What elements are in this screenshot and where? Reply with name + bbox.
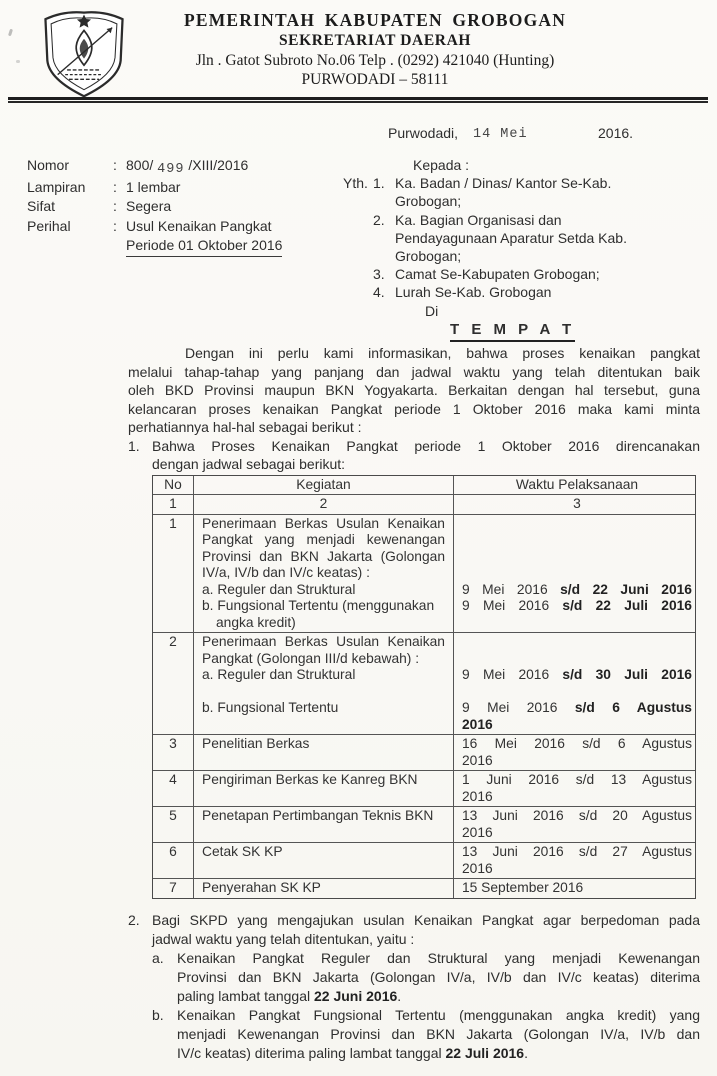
table-row-3: 3 Penelitian Berkas 16 Mei 2016 s/d 6 Agustus 2016 — [153, 735, 695, 771]
perihal-value: Usul Kenaikan Pangkat Periode 01 Oktober 2016 — [126, 217, 337, 257]
recipient-item: 2. Ka. Bagian Organisasi dan Pendayagunaan Aparatur Setda Kab. Grobogan; — [373, 211, 627, 265]
row1-date-a: 9 Mei 2016 s/d 22 Juni 2016 — [462, 581, 692, 597]
nomor-label: Nomor — [27, 157, 70, 173]
sifat-label: Sifat — [27, 198, 56, 214]
recipient-item: 3. Camat Se-Kabupaten Grobogan; — [373, 266, 600, 283]
perihal-label: Perihal — [27, 217, 71, 234]
meta-row-lampiran: Lampiran : 1 lembar — [27, 178, 337, 198]
tempat-label: T E M P A T — [450, 321, 575, 342]
row2-date-b-wrap: 2016 — [462, 716, 493, 732]
perihal-period-underlined: Periode 01 Oktober 2016 — [126, 236, 282, 257]
sub-item-a: a. Kenaikan Pangkat Reguler dan Struktural yang menjadi Kewenangan Provinsi dan BKN Jakarta (Golongan IV/a, IV/b dan IV/c keatas) diterima paling lambat tanggal 22 Juni 2016. — [152, 949, 700, 1004]
table-row-7: 7 Penyerahan SK KP 15 September 2016 — [153, 879, 695, 898]
dateline — [0, 125, 717, 145]
letterhead — [150, 10, 600, 89]
table-header-row — [153, 476, 695, 496]
lampiran-value: 1 lembar — [126, 178, 181, 195]
letter-meta — [27, 156, 337, 257]
row2-date-a: 9 Mei 2016 s/d 30 Juli 2016 — [462, 667, 692, 682]
table-colnum-row: 1 2 3 — [153, 495, 695, 515]
table-row-4: 4 Pengiriman Berkas ke Kanreg BKN 1 Juni 2016 s/d 13 Agustus 2016 — [153, 771, 695, 807]
dateline-year: 2016. — [598, 125, 634, 141]
row5-waktu: 13 Juni 2016 s/d 20 Agustus 2016 — [462, 808, 692, 840]
header-kegiatan: Kegiatan — [194, 476, 454, 495]
sifat-value: Segera — [126, 198, 172, 214]
org-name: PEMERINTAH KABUPATEN GROBOGAN — [183, 10, 567, 30]
grobogan-coat-of-arms-logo — [36, 6, 132, 100]
table-row-1: 1 Penerimaan Berkas Usulan Kenaikan Pangkat yang menjadi kewenangan Provinsi dan BKN Jakarta (Golongan IV/a, IV/b dan IV/c keatas) : a. Reguler dan Struktural b. Fungsional Tertentu (menggunakan angka kredit) 9 Mei 2016 s/d 22 Juni 2016 9 Mei 2016 s/d 22 Juli 2016 — [153, 515, 695, 634]
recipient-list — [373, 174, 645, 342]
recipient-item: 4. Lurah Se-Kab. Grobogan — [373, 284, 552, 301]
sub-item-b: b. Kenaikan Pangkat Fungsional Tertentu (menggunakan angka kredit) yang menjadi Kewenangan Provinsi dan BKN Jakarta (Golongan IV/a, IV/b dan IV/c keatas) diterima paling lambat tanggal 22 Juli 2016. — [152, 1006, 700, 1061]
dateline-place: Purwodadi, — [388, 125, 459, 141]
letter-body — [128, 344, 700, 1063]
nomor-value: 800/ 499 /XIII/2016 — [126, 157, 249, 177]
letterhead-divider — [8, 97, 708, 103]
meta-row-perihal: Perihal : Usul Kenaikan Pangkat Periode 01 Oktober 2016 — [27, 217, 337, 257]
meta-row-sifat: Sifat : Segera — [27, 197, 337, 217]
address-line: Jln . Gatot Subroto No.06 Telp . (0292) 421040 (Hunting) — [195, 52, 555, 69]
table-row-5: 5 Penetapan Pertimbangan Teknis BKN 13 Juni 2016 s/d 20 Agustus 2016 — [153, 807, 695, 843]
scan-artifact — [16, 60, 20, 63]
table-row-2: 2 Penerimaan Berkas Usulan Kenaikan Pangkat (Golongan III/d kebawah) : a. Reguler dan Struktural b. Fungsional Tertentu 9 Mei 2016 s/d 30 Juli 2016 9 Mei 2016 s/d 6 Agustus 2016 — [153, 633, 695, 735]
dept-name: SEKRETARIAT DAERAH — [278, 32, 472, 49]
row2-date-b: 9 Mei 2016 s/d 6 Agustus — [462, 700, 692, 715]
nomor-typed-number: 499 — [157, 162, 185, 177]
schedule-table — [152, 475, 696, 899]
scan-artifact — [8, 29, 13, 37]
sub-b-deadline: IV/c keatas) diterima paling lambat tanggal 22 Juli 2016. — [177, 1044, 528, 1061]
numbered-item-2: 2. Bagi SKPD yang mengajukan usulan Kenaikan Pangkat agar berpedoman pada jadwal waktu yang telah ditentukan, yaitu : a. Kenaikan Pangkat Reguler dan Struktural yang menjadi Kewenangan Provinsi dan BKN Jakarta (Golongan IV/a, IV/b dan IV/c keatas) diterima paling lambat tanggal 22 Juni 2016. b. Kenaikan Pangkat Fungsional Tertentu (menggunakan angka kredit) yang menjadi Kewenangan Provinsi dan BKN Jakarta (Golongan IV/a, IV/b dan IV/c keatas) diterima paling lambat tanggal 22 Juli 2016. — [128, 911, 700, 1061]
row4-waktu: 1 Juni 2016 s/d 13 Agustus 2016 — [462, 772, 692, 804]
row3-waktu: 16 Mei 2016 s/d 6 Agustus 2016 — [462, 736, 692, 768]
di-label: Di — [425, 302, 439, 319]
kepada-label: Kepada : — [413, 157, 470, 173]
row1-date-b: 9 Mei 2016 s/d 22 Juli 2016 — [462, 598, 692, 613]
row6-waktu: 13 Juni 2016 s/d 27 Agustus 2016 — [462, 844, 692, 876]
city-postal-line: PURWODADI – 58111 — [301, 71, 449, 88]
recipient-item: 1. Ka. Badan / Dinas/ Kantor Se-Kab. Grobogan; — [373, 175, 612, 210]
sub-a-deadline: paling lambat tanggal 22 Juni 2016. — [177, 987, 402, 1004]
lampiran-label: Lampiran — [27, 178, 86, 195]
yth-label: Yth. — [343, 175, 368, 192]
opening-paragraph: Dengan ini perlu kami informasikan, bahwa proses kenaikan pangkat melalui tahap-tahap yang panjang dan jadwal waktu yang telah ditentukan baik oleh BKD Provinsi maupun BKN Yogyakarta. Berkaitan dengan hal tersebut, guna kelancaran proses kenaikan Pangkat periode 1 Oktober 2016 maka kami minta perhatiannya hal-hal sebagai berikut : — [128, 345, 700, 435]
numbered-item-1: 1. Bahwa Proses Kenaikan Pangkat periode 1 Oktober 2016 direncanakan dengan jadwal sebagai berikut: — [128, 437, 700, 472]
header-waktu: Waktu Pelaksanaan — [515, 476, 639, 492]
recipient-block — [343, 156, 703, 342]
meta-row-nomor: Nomor : 800/ 499 /XIII/2016 — [27, 156, 337, 178]
dateline-typed-date: 14 Mei — [473, 127, 528, 142]
header-no: No — [153, 476, 194, 495]
table-row-6: 6 Cetak SK KP 13 Juni 2016 s/d 27 Agustus 2016 — [153, 843, 695, 879]
